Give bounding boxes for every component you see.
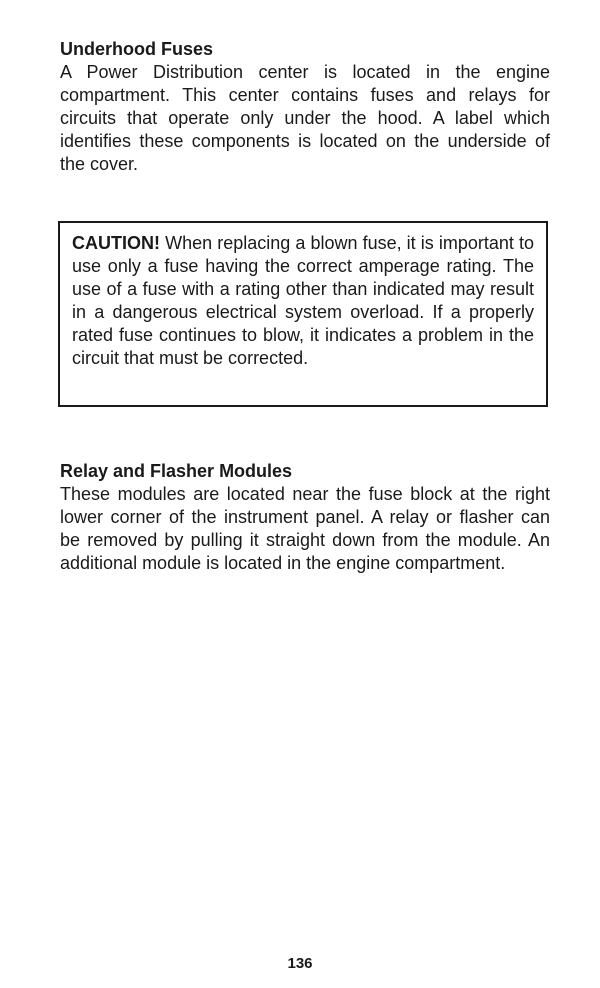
underhood-fuses-section — [60, 38, 550, 176]
caution-text — [72, 232, 534, 370]
underhood-fuses-body: A Power Distribution center is located in the engine compartment. This center contains fuses and relays for circuits that operate only under the hood. A label which identifies these components is located on the underside of the cover. — [60, 62, 550, 174]
caution-label: CAUTION! — [72, 233, 160, 253]
underhood-fuses-heading: Underhood Fuses — [60, 39, 214, 59]
caution-body: When replacing a blown fuse, it is important to use only a fuse having the correct amperage rating. The use of a fuse with a rating other than indicated may result in a dangerous electrical system overload. If a properly rated fuse continues to blow, it indicates a problem in the circuit that must be corrected. — [72, 233, 534, 368]
page-number: 136 — [287, 955, 313, 972]
relay-flasher-section — [60, 460, 550, 575]
relay-flasher-body: These modules are located near the fuse block at the right lower corner of the instrument panel. A relay or flasher can be removed by pulling it straight down from the module. An additional module is located in the engine compartment. — [60, 484, 550, 573]
caution-box — [58, 221, 548, 407]
relay-flasher-heading: Relay and Flasher Modules — [60, 461, 293, 481]
